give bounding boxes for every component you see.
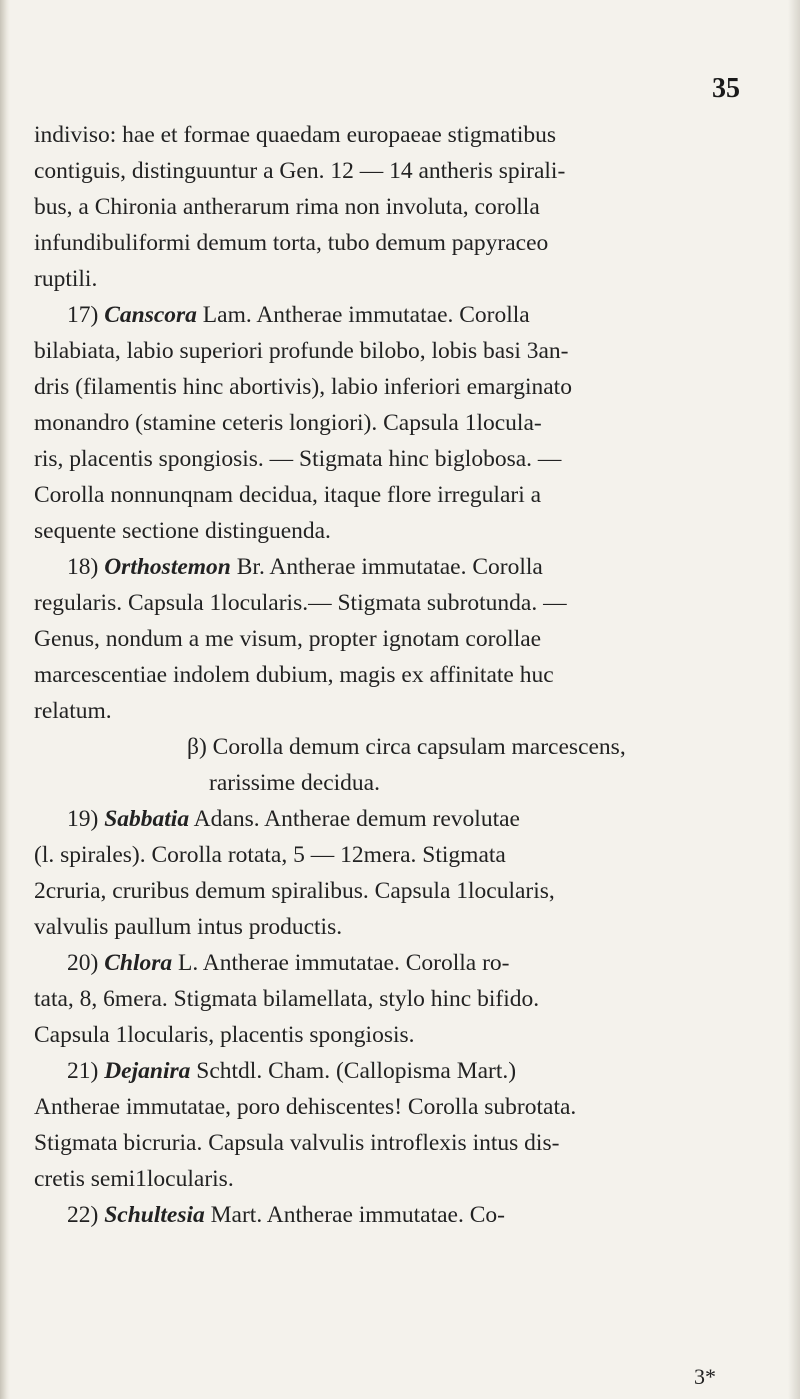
printer-signature: 3* [694, 1364, 716, 1389]
page-number: 35 [712, 73, 740, 104]
genus-name: Chlora [104, 950, 173, 976]
genus-entry-18 [34, 549, 756, 585]
text-line: cretis semi1locularis. [34, 1166, 234, 1192]
text-line: Antherae immutatae, poro dehiscentes! Corolla subrotata. [34, 1094, 577, 1120]
entry-text: Mart. Antherae immutatae. Co- [204, 1202, 505, 1228]
entry-number: 19) [67, 806, 99, 832]
genus-entry-21 [34, 1053, 756, 1089]
section-beta: β) Corolla demum circa capsulam marcescens, [187, 734, 626, 760]
entry-text: L. Antherae immutatae. Corolla ro- [172, 950, 510, 976]
entry-text: Lam. Antherae immutatae. Corolla [196, 302, 530, 328]
entry-number: 21) [67, 1058, 99, 1084]
entry-number: 20) [67, 950, 99, 976]
genus-entry-20 [34, 945, 756, 981]
text-line: Genus, nondum a me visum, propter ignotam corollae [34, 626, 542, 652]
text-line: monandro (stamine ceteris longiori). Capsula 1locula- [34, 410, 542, 436]
text-line: ruptili. [34, 266, 98, 292]
text-line: ris, placentis spongiosis. — Stigmata hinc biglobosa. — [34, 446, 562, 472]
text-line: sequente sectione distinguenda. [34, 518, 331, 544]
text-line: bus, a Chironia antherarum rima non involuta, corolla [34, 194, 540, 220]
text-line: Corolla nonnunqnam decidua, itaque flore irregulari a [34, 482, 542, 508]
genus-name: Sabbatia [104, 806, 190, 832]
entry-number: 18) [67, 554, 99, 580]
text-line: regularis. Capsula 1locularis.— Stigmata subrotunda. — [34, 590, 567, 616]
text-line: 2cruria, cruribus demum spiralibus. Capsula 1locularis, [34, 878, 555, 904]
text-line: valvulis paullum intus productis. [34, 914, 343, 940]
text-line: Capsula 1locularis, placentis spongiosis. [34, 1022, 415, 1048]
genus-entry-22 [34, 1197, 756, 1233]
page-edge-left [0, 0, 10, 1399]
text-line: bilabiata, labio superiori profunde bilobo, lobis basi 3an- [34, 338, 569, 364]
entry-text: Adans. Antherae demum revolutae [189, 806, 520, 832]
genus-name: Canscora [104, 302, 197, 328]
entry-number: 22) [67, 1202, 99, 1228]
entry-text: Schtdl. Cham. (Callopisma Mart.) [190, 1058, 517, 1084]
entry-number: 17) [67, 302, 99, 328]
genus-entry-19 [34, 801, 756, 837]
text-line: Stigmata bicruria. Capsula valvulis introflexis intus dis- [34, 1130, 560, 1156]
genus-name: Dejanira [104, 1058, 191, 1084]
entry-text: Br. Antherae immutatae. Corolla [230, 554, 543, 580]
body-text [34, 117, 756, 1233]
text-line: rarissime decidua. [209, 770, 380, 796]
genus-entry-17 [34, 297, 756, 333]
text-line: indiviso: hae et formae quaedam europaeae stigmatibus [34, 122, 557, 148]
text-line: marcescentiae indolem dubium, magis ex affinitate huc [34, 662, 554, 688]
genus-name: Schultesia [104, 1202, 205, 1228]
text-line: (l. spirales). Corolla rotata, 5 — 12mera. Stigmata [34, 842, 506, 868]
text-line: dris (filamentis hinc abortivis), labio inferiori emarginato [34, 374, 572, 400]
text-line: contiguis, distinguuntur a Gen. 12 — 14 antheris spirali- [34, 158, 566, 184]
text-line: infundibuliformi demum torta, tubo demum papyraceo [34, 230, 549, 256]
page-edge-right [788, 0, 800, 1399]
text-line: tata, 8, 6mera. Stigmata bilamellata, stylo hinc bifido. [34, 986, 540, 1012]
genus-name: Orthostemon [104, 554, 231, 580]
text-line: relatum. [34, 698, 112, 724]
